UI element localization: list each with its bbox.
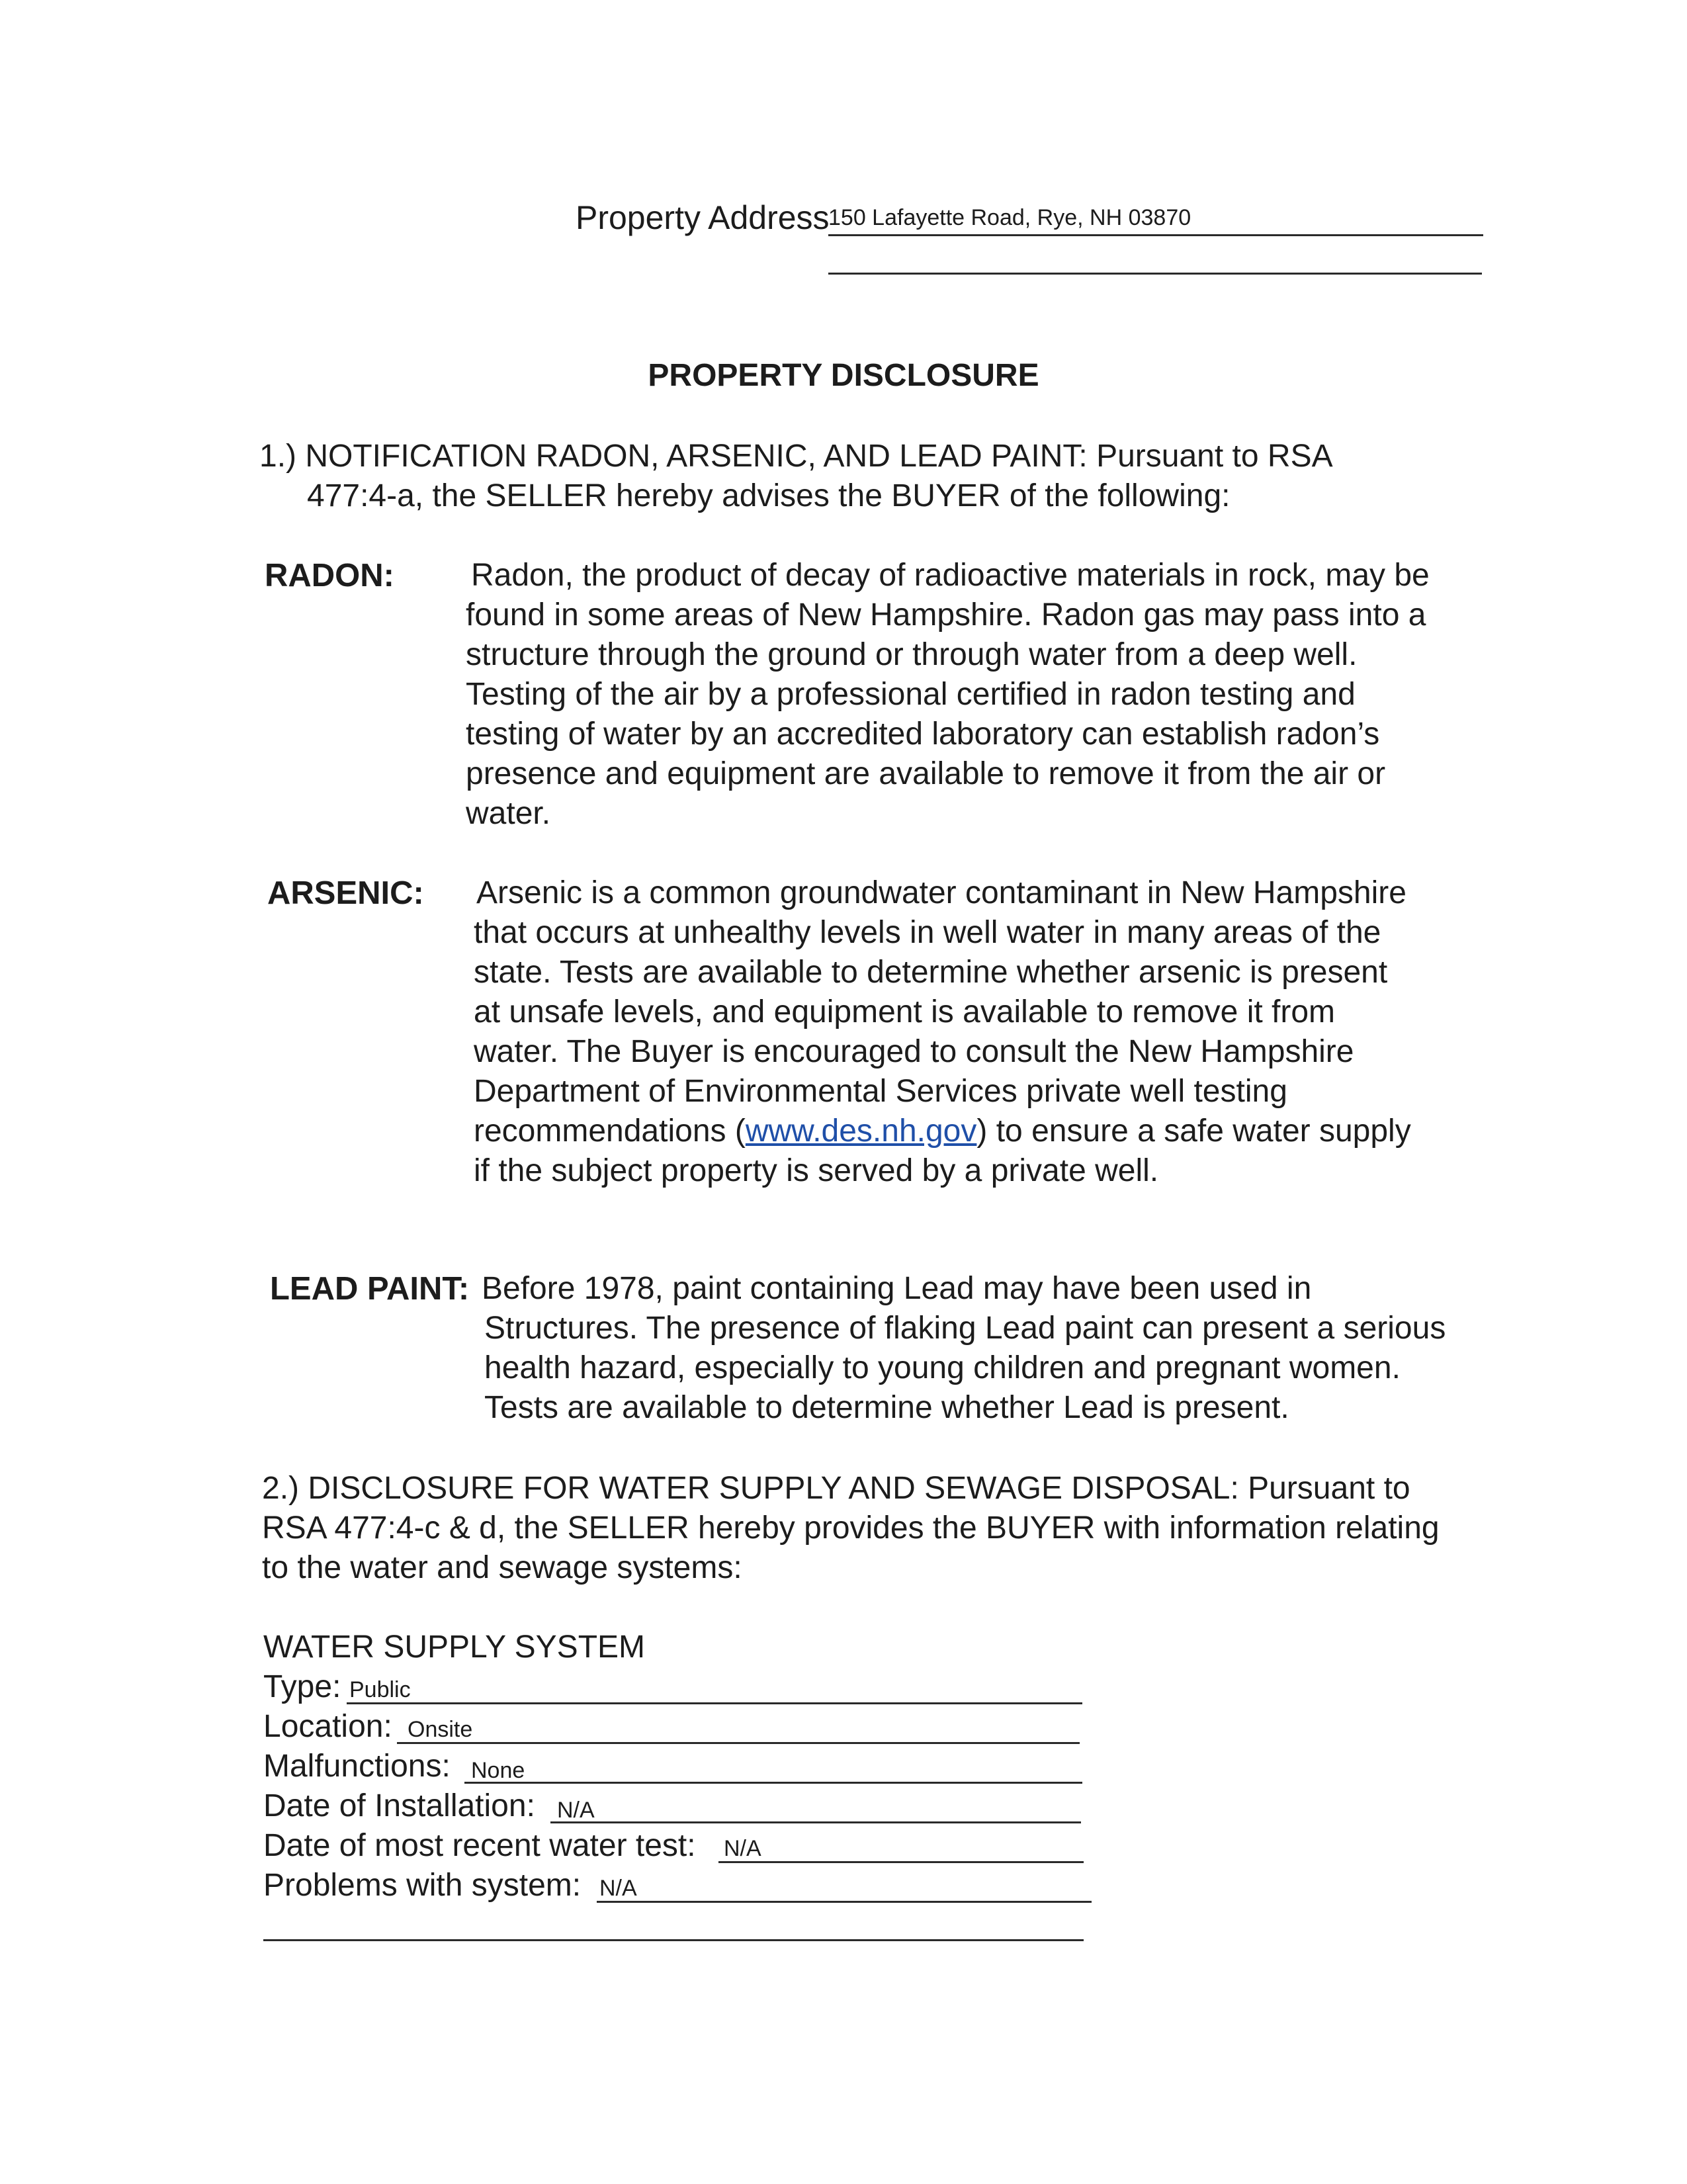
arsenic-term: ARSENIC:	[267, 875, 424, 911]
lead-line: Structures. The presence of flaking Lead paint can present a serious	[484, 1311, 1446, 1346]
field-underline-type	[347, 1702, 1082, 1704]
arsenic-line: that occurs at unhealthy levels in well water in many areas of the	[474, 915, 1381, 950]
arsenic-line: if the subject property is served by a private well.	[474, 1153, 1159, 1188]
section1-heading-line1: 1.) NOTIFICATION RADON, ARSENIC, AND LEAD PAINT: Pursuant to RSA	[259, 439, 1333, 474]
property-address-label: Property Address	[576, 199, 830, 236]
field-value-water-test-date[interactable]: N/A	[724, 1836, 761, 1861]
section2-heading	[262, 1469, 1479, 1588]
radon-line: presence and equipment are available to remove it from the air or	[466, 756, 1386, 791]
field-value-malfunctions[interactable]: None	[471, 1758, 525, 1783]
address-underline-1	[828, 234, 1483, 236]
arsenic-line: Department of Environmental Services private well testing	[474, 1074, 1287, 1109]
field-label-type: Type:	[263, 1669, 341, 1704]
field-underline-water-test-date	[718, 1861, 1084, 1863]
section2-heading-line: 2.) DISCLOSURE FOR WATER SUPPLY AND SEWAGE DISPOSAL: Pursuant to	[262, 1471, 1410, 1506]
des-nh-gov-link[interactable]: www.des.nh.gov	[745, 1114, 977, 1149]
document-title: PROPERTY DISCLOSURE	[648, 358, 1039, 393]
arsenic-line: water. The Buyer is encouraged to consult the New Hampshire	[474, 1034, 1354, 1069]
lead-line: Tests are available to determine whether Lead is present.	[484, 1390, 1289, 1425]
arsenic-paragraph	[474, 873, 1466, 1191]
radon-term: RADON:	[265, 558, 394, 593]
field-value-type[interactable]: Public	[349, 1677, 411, 1702]
radon-line: found in some areas of New Hampshire. Radon gas may pass into a	[466, 597, 1426, 633]
section1-heading	[259, 437, 1437, 516]
section2-heading-line: RSA 477:4-c & d, the SELLER hereby provides the BUYER with information relating	[262, 1510, 1440, 1546]
arsenic-line: state. Tests are available to determine whether arsenic is present	[474, 955, 1388, 990]
field-label-installation-date: Date of Installation:	[263, 1788, 535, 1823]
section1-heading-line2: 477:4-a, the SELLER hereby advises the BUYER of the following:	[307, 478, 1231, 513]
arsenic-line: Arsenic is a common groundwater contaminant in New Hampshire	[476, 875, 1406, 910]
radon-line: water.	[466, 796, 551, 831]
lead-paint-paragraph	[484, 1269, 1496, 1428]
property-address-value[interactable]: 150 Lafayette Road, Rye, NH 03870	[828, 205, 1191, 230]
radon-line: Radon, the product of decay of radioactive materials in rock, may be	[471, 558, 1430, 593]
lead-line: health hazard, especially to young children and pregnant women.	[484, 1350, 1401, 1385]
field-label-location: Location:	[263, 1709, 392, 1744]
field-value-installation-date[interactable]: N/A	[557, 1798, 595, 1823]
field-value-problems[interactable]: N/A	[599, 1876, 637, 1901]
field-label-malfunctions: Malfunctions:	[263, 1749, 451, 1784]
water-supply-title: WATER SUPPLY SYSTEM	[263, 1630, 646, 1665]
field-value-location[interactable]: Onsite	[408, 1717, 473, 1742]
field-underline-installation-date	[550, 1821, 1081, 1823]
lead-line: Before 1978, paint containing Lead may have been used in	[482, 1271, 1312, 1306]
arsenic-line7-before: recommendations (	[474, 1114, 746, 1149]
field-underline-problems	[597, 1901, 1092, 1903]
field-label-problems: Problems with system:	[263, 1868, 582, 1903]
radon-line: Testing of the air by a professional certified in radon testing and	[466, 677, 1356, 712]
arsenic-line-with-link	[474, 1112, 1466, 1151]
field-underline-malfunctions	[464, 1782, 1082, 1784]
radon-line: testing of water by an accredited laboratory can establish radon’s	[466, 717, 1380, 752]
field-label-water-test-date: Date of most recent water test:	[263, 1828, 696, 1863]
radon-line: structure through the ground or through water from a deep well.	[466, 637, 1358, 672]
field-underline-location	[397, 1742, 1080, 1744]
section2-heading-line: to the water and sewage systems:	[262, 1550, 742, 1585]
radon-paragraph	[466, 556, 1498, 834]
arsenic-line: at unsafe levels, and equipment is available to remove it from	[474, 994, 1336, 1029]
lead-paint-term: LEAD PAINT:	[270, 1271, 470, 1307]
blank-underline	[263, 1939, 1084, 1941]
address-underline-2	[828, 273, 1482, 275]
arsenic-line7-after: ) to ensure a safe water supply	[976, 1114, 1411, 1149]
